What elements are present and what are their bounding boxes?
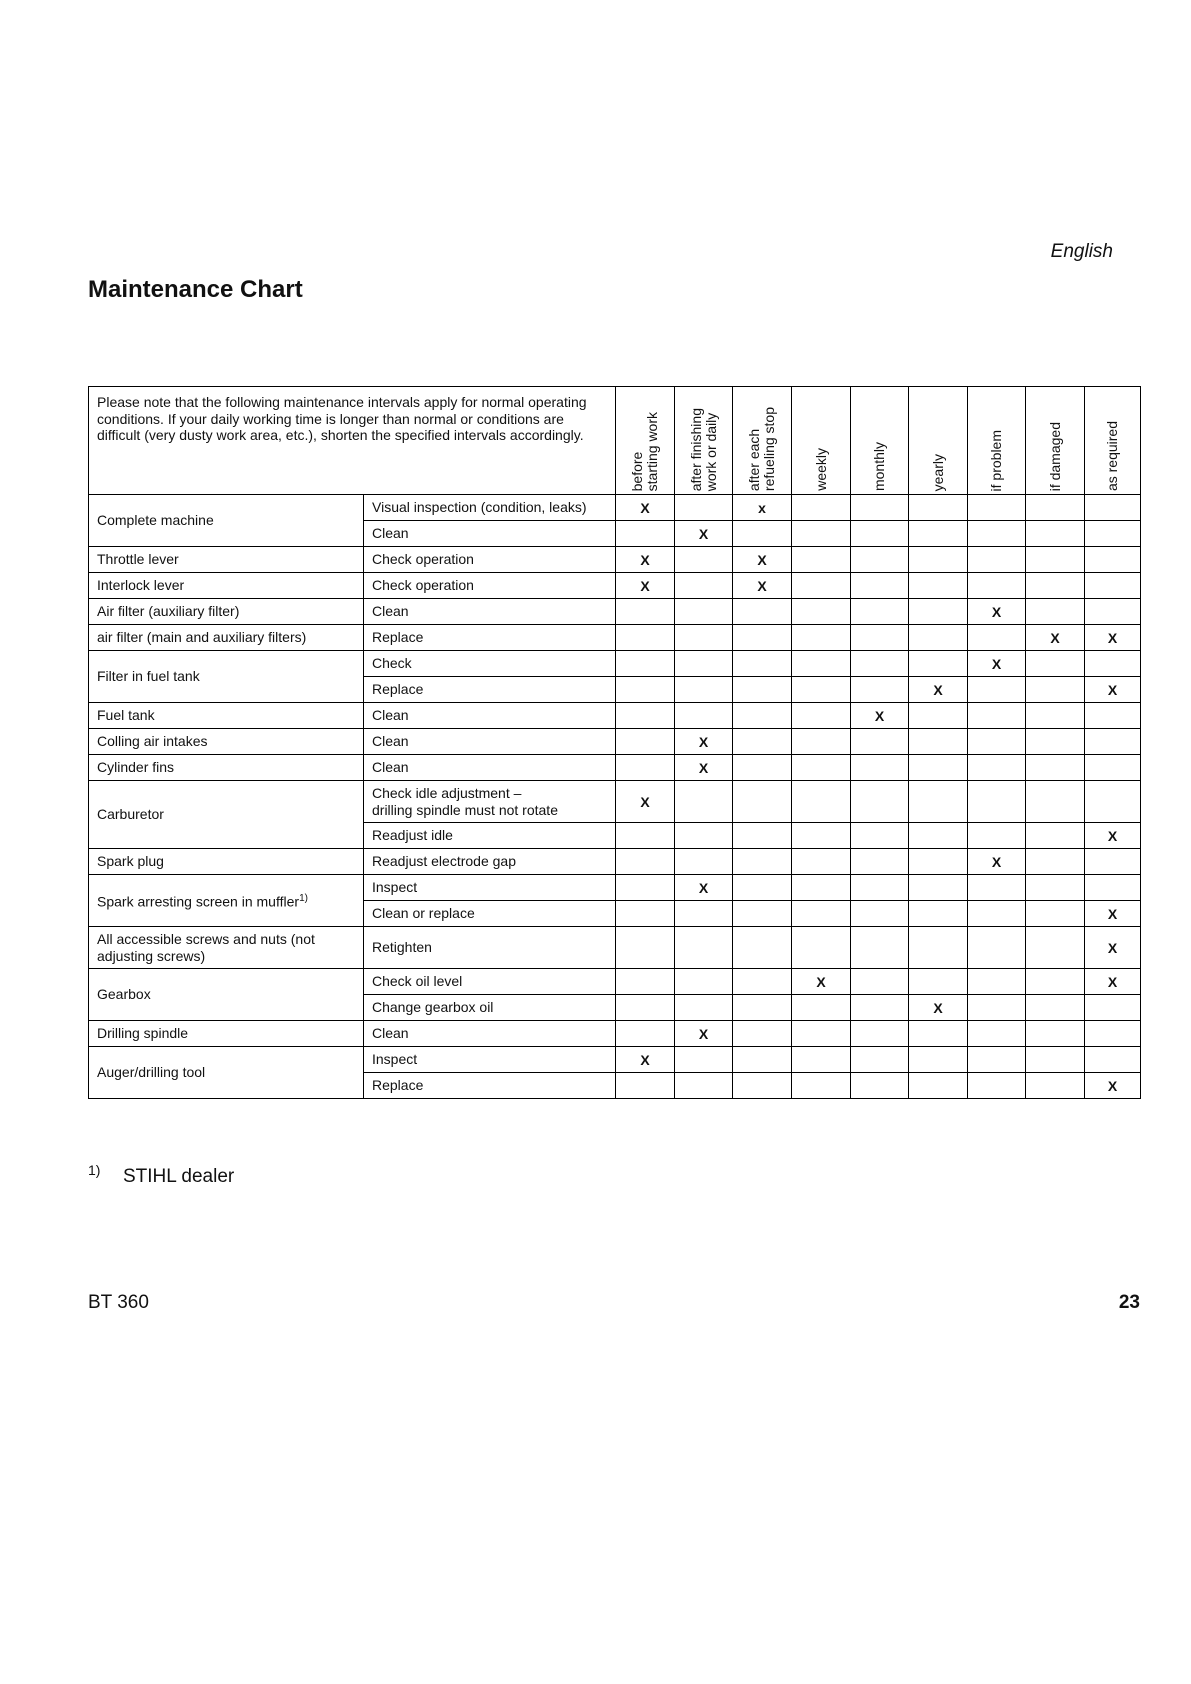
table-row [89, 875, 1141, 901]
interval-mark-cell [675, 823, 733, 849]
interval-header [909, 387, 968, 495]
table-row [89, 651, 1141, 677]
page-number: 23 [1118, 1292, 1140, 1313]
table-row [89, 781, 1141, 823]
table-row [89, 729, 1141, 755]
table-note: Please note that the following maintenance intervals apply for normal operating conditions. If your daily working time is longer than normal or conditions are difficult (very dusty work area, etc.), shorten the specified intervals accordingly. [89, 387, 616, 495]
interval-mark-cell: X [675, 1021, 733, 1047]
footnote-text: STIHL dealer [123, 1166, 235, 1187]
component-label: Spark arresting screen in muffler [97, 893, 300, 910]
interval-mark-cell [733, 703, 792, 729]
interval-mark-cell [909, 547, 968, 573]
task-cell: Readjust electrode gap [364, 849, 616, 875]
interval-mark-cell [851, 573, 909, 599]
table-row [89, 1021, 1141, 1047]
interval-mark-cell [909, 823, 968, 849]
language-label: English [1050, 241, 1113, 262]
component-label: Air filter (auxiliary filter) [97, 603, 240, 619]
interval-mark-cell [616, 849, 675, 875]
interval-mark-cell: X [1085, 625, 1141, 651]
interval-mark-cell [733, 1021, 792, 1047]
interval-mark-cell: X [851, 703, 909, 729]
interval-mark-cell [616, 651, 675, 677]
interval-mark-cell [792, 1073, 851, 1099]
interval-mark-cell [1026, 781, 1085, 823]
interval-mark-cell [616, 599, 675, 625]
interval-label: after each refueling stop [746, 406, 777, 491]
interval-mark-cell [968, 901, 1026, 927]
maintenance-table [88, 386, 1141, 1099]
interval-mark-cell [909, 927, 968, 969]
interval-mark-cell [792, 849, 851, 875]
interval-label: after finishing work or daily [687, 407, 719, 491]
interval-header [616, 387, 675, 495]
interval-mark-cell [792, 995, 851, 1021]
interval-mark-cell [968, 969, 1026, 995]
component-cell [89, 1021, 364, 1047]
interval-mark-cell [968, 755, 1026, 781]
component-label: Cylinder fins [97, 759, 175, 775]
interval-mark-cell [616, 729, 675, 755]
interval-mark-cell [675, 573, 733, 599]
task-cell: Check [364, 651, 616, 677]
interval-mark-cell [616, 969, 675, 995]
interval-mark-cell [1026, 495, 1085, 521]
interval-mark-cell [733, 1047, 792, 1073]
interval-mark-cell [1026, 927, 1085, 969]
table-body [89, 495, 1141, 1099]
interval-mark-cell [616, 1021, 675, 1047]
interval-mark-cell [675, 849, 733, 875]
interval-mark-cell: X [909, 677, 968, 703]
component-cell [89, 1047, 364, 1099]
interval-header [792, 387, 851, 495]
footer-model: BT 360 [88, 1292, 149, 1313]
table-row [89, 1047, 1141, 1073]
interval-mark-cell [675, 625, 733, 651]
interval-mark-cell: X [675, 755, 733, 781]
interval-mark-cell [968, 823, 1026, 849]
interval-mark-cell [1085, 599, 1141, 625]
interval-mark-cell [851, 969, 909, 995]
interval-label: before starting work [629, 411, 660, 491]
interval-mark-cell [733, 1073, 792, 1099]
interval-mark-cell [675, 495, 733, 521]
interval-mark-cell [968, 729, 1026, 755]
task-cell: Check oil level [364, 969, 616, 995]
table-row [89, 849, 1141, 875]
interval-mark-cell [792, 901, 851, 927]
interval-mark-cell [1085, 651, 1141, 677]
interval-mark-cell [851, 781, 909, 823]
interval-mark-cell: X [968, 849, 1026, 875]
component-cell [89, 729, 364, 755]
footnote-reference: 1) [299, 893, 308, 905]
interval-mark-cell [675, 901, 733, 927]
interval-mark-cell [909, 969, 968, 995]
interval-mark-cell [1085, 573, 1141, 599]
component-cell [89, 651, 364, 703]
task-cell: Check operation [364, 547, 616, 573]
interval-mark-cell [675, 1047, 733, 1073]
interval-header [1085, 387, 1141, 495]
interval-mark-cell [675, 547, 733, 573]
interval-mark-cell [616, 703, 675, 729]
component-label: Spark plug [97, 853, 164, 869]
interval-mark-cell [792, 729, 851, 755]
interval-mark-cell [968, 521, 1026, 547]
interval-mark-cell: X [616, 1047, 675, 1073]
component-cell [89, 703, 364, 729]
interval-mark-cell: X [1085, 969, 1141, 995]
interval-mark-cell [792, 703, 851, 729]
interval-mark-cell [1026, 729, 1085, 755]
interval-mark-cell [792, 755, 851, 781]
task-cell: Inspect [364, 1047, 616, 1073]
interval-mark-cell [1085, 849, 1141, 875]
interval-mark-cell [1085, 755, 1141, 781]
component-label: air filter (main and auxiliary filters) [97, 629, 307, 645]
interval-mark-cell [851, 1021, 909, 1047]
interval-mark-cell [851, 677, 909, 703]
interval-mark-cell [851, 823, 909, 849]
interval-mark-cell [968, 547, 1026, 573]
interval-mark-cell [675, 703, 733, 729]
table-row [89, 703, 1141, 729]
interval-mark-cell [909, 703, 968, 729]
component-cell [89, 969, 364, 1021]
interval-mark-cell [616, 995, 675, 1021]
interval-mark-cell: X [616, 781, 675, 823]
interval-mark-cell: X [733, 547, 792, 573]
component-label: Drilling spindle [97, 1025, 189, 1041]
interval-mark-cell [909, 781, 968, 823]
interval-mark-cell [1085, 781, 1141, 823]
interval-mark-cell: X [1085, 927, 1141, 969]
interval-mark-cell [733, 651, 792, 677]
task-cell: Clean [364, 521, 616, 547]
interval-mark-cell [851, 625, 909, 651]
interval-mark-cell [675, 969, 733, 995]
interval-mark-cell [851, 1073, 909, 1099]
interval-mark-cell [675, 677, 733, 703]
interval-mark-cell [616, 521, 675, 547]
interval-mark-cell [792, 547, 851, 573]
interval-mark-cell: X [968, 651, 1026, 677]
component-label: Filter in fuel tank [97, 668, 200, 684]
interval-mark-cell [616, 823, 675, 849]
interval-mark-cell [968, 1073, 1026, 1099]
interval-mark-cell [1026, 823, 1085, 849]
interval-mark-cell [851, 599, 909, 625]
interval-mark-cell [1085, 995, 1141, 1021]
interval-mark-cell [968, 995, 1026, 1021]
interval-mark-cell: x [733, 495, 792, 521]
component-cell [89, 625, 364, 651]
component-label: Interlock lever [97, 577, 185, 593]
interval-mark-cell [1026, 901, 1085, 927]
interval-mark-cell: X [1085, 823, 1141, 849]
interval-mark-cell: X [1085, 1073, 1141, 1099]
task-cell: Replace [364, 677, 616, 703]
interval-mark-cell [1026, 677, 1085, 703]
component-cell [89, 573, 364, 599]
interval-mark-cell [616, 755, 675, 781]
interval-mark-cell [792, 875, 851, 901]
interval-mark-cell [1085, 703, 1141, 729]
interval-mark-cell [968, 781, 1026, 823]
interval-mark-cell [792, 521, 851, 547]
interval-mark-cell [733, 823, 792, 849]
interval-mark-cell [1026, 875, 1085, 901]
interval-mark-cell [909, 1021, 968, 1047]
interval-mark-cell [616, 625, 675, 651]
interval-mark-cell [792, 1047, 851, 1073]
table-row [89, 495, 1141, 521]
task-cell: Check idle adjustment – drilling spindle must not rotate [364, 781, 616, 823]
interval-mark-cell [968, 1021, 1026, 1047]
task-cell: Retighten [364, 927, 616, 969]
interval-mark-cell [733, 875, 792, 901]
interval-mark-cell: X [675, 521, 733, 547]
interval-mark-cell: X [1026, 625, 1085, 651]
component-cell [89, 781, 364, 849]
component-label: Gearbox [97, 986, 151, 1002]
task-cell: Change gearbox oil [364, 995, 616, 1021]
interval-mark-cell [1085, 1021, 1141, 1047]
interval-mark-cell [968, 625, 1026, 651]
interval-mark-cell: X [675, 729, 733, 755]
interval-mark-cell: X [792, 969, 851, 995]
interval-mark-cell [1026, 547, 1085, 573]
interval-header [675, 387, 733, 495]
interval-mark-cell [1026, 995, 1085, 1021]
interval-header [851, 387, 909, 495]
interval-mark-cell [851, 729, 909, 755]
interval-mark-cell [1026, 755, 1085, 781]
interval-mark-cell: X [675, 875, 733, 901]
component-cell [89, 547, 364, 573]
interval-mark-cell [675, 927, 733, 969]
task-cell: Replace [364, 625, 616, 651]
component-cell [89, 599, 364, 625]
interval-mark-cell [675, 651, 733, 677]
interval-mark-cell: X [616, 495, 675, 521]
interval-mark-cell [851, 1047, 909, 1073]
component-cell [89, 495, 364, 547]
interval-mark-cell [909, 901, 968, 927]
interval-mark-cell [851, 755, 909, 781]
interval-mark-cell [968, 573, 1026, 599]
interval-mark-cell [675, 781, 733, 823]
task-cell: Replace [364, 1073, 616, 1099]
interval-mark-cell [851, 521, 909, 547]
interval-mark-cell [616, 1073, 675, 1099]
interval-mark-cell [792, 677, 851, 703]
interval-mark-cell [909, 521, 968, 547]
component-label: Auger/drilling tool [97, 1064, 206, 1080]
task-cell: Clean or replace [364, 901, 616, 927]
interval-mark-cell [909, 1073, 968, 1099]
interval-mark-cell [733, 927, 792, 969]
interval-mark-cell [792, 625, 851, 651]
interval-mark-cell [1026, 1073, 1085, 1099]
interval-mark-cell [968, 495, 1026, 521]
interval-mark-cell [851, 849, 909, 875]
task-cell: Clean [364, 755, 616, 781]
component-label: Complete machine [97, 512, 214, 528]
interval-mark-cell [675, 1073, 733, 1099]
interval-mark-cell [1026, 1047, 1085, 1073]
component-cell [89, 755, 364, 781]
interval-mark-cell [733, 901, 792, 927]
interval-mark-cell [733, 521, 792, 547]
interval-mark-cell [733, 995, 792, 1021]
interval-label: yearly [929, 453, 946, 491]
interval-mark-cell: X [616, 573, 675, 599]
interval-mark-cell [733, 729, 792, 755]
interval-header [1026, 387, 1085, 495]
task-cell: Clean [364, 729, 616, 755]
table-header-row [89, 387, 1141, 495]
interval-mark-cell: X [968, 599, 1026, 625]
interval-mark-cell [616, 901, 675, 927]
table-row [89, 969, 1141, 995]
interval-mark-cell [909, 875, 968, 901]
component-label: All accessible screws and nuts (not adjusting screws) [97, 930, 315, 964]
interval-mark-cell [1085, 547, 1141, 573]
component-label: Fuel tank [97, 707, 155, 723]
interval-mark-cell [909, 599, 968, 625]
table-row [89, 573, 1141, 599]
component-cell [89, 849, 364, 875]
interval-mark-cell [1026, 1021, 1085, 1047]
task-cell: Clean [364, 1021, 616, 1047]
interval-label: weekly [812, 448, 829, 491]
component-label: Throttle lever [97, 551, 179, 567]
interval-label: monthly [871, 441, 887, 491]
interval-mark-cell [909, 849, 968, 875]
interval-mark-cell [909, 651, 968, 677]
page-title: Maintenance Chart [88, 276, 303, 303]
interval-mark-cell [1085, 1047, 1141, 1073]
interval-mark-cell [733, 781, 792, 823]
interval-mark-cell [1026, 573, 1085, 599]
task-cell: Clean [364, 599, 616, 625]
interval-mark-cell [1026, 599, 1085, 625]
interval-mark-cell [733, 849, 792, 875]
interval-mark-cell [616, 677, 675, 703]
interval-mark-cell [968, 1047, 1026, 1073]
interval-mark-cell [792, 927, 851, 969]
component-label: Carburetor [97, 806, 164, 822]
interval-mark-cell [792, 495, 851, 521]
interval-mark-cell [968, 677, 1026, 703]
interval-mark-cell [733, 755, 792, 781]
interval-mark-cell [733, 677, 792, 703]
interval-mark-cell [1085, 521, 1141, 547]
interval-label: as required [1104, 420, 1120, 491]
interval-header [733, 387, 792, 495]
interval-mark-cell [733, 625, 792, 651]
interval-mark-cell [968, 703, 1026, 729]
interval-mark-cell [1026, 651, 1085, 677]
component-cell [89, 875, 364, 927]
footnote-marker: 1) [88, 1162, 101, 1178]
interval-mark-cell [851, 495, 909, 521]
interval-mark-cell [1026, 703, 1085, 729]
interval-mark-cell [675, 995, 733, 1021]
interval-mark-cell [1085, 729, 1141, 755]
interval-mark-cell [851, 995, 909, 1021]
interval-mark-cell [1085, 875, 1141, 901]
interval-mark-cell [851, 651, 909, 677]
interval-mark-cell [733, 969, 792, 995]
interval-mark-cell [1026, 849, 1085, 875]
interval-mark-cell [851, 547, 909, 573]
interval-mark-cell [851, 901, 909, 927]
interval-mark-cell [909, 755, 968, 781]
task-cell: Clean [364, 703, 616, 729]
component-label: Colling air intakes [97, 733, 208, 749]
interval-mark-cell [792, 781, 851, 823]
interval-mark-cell [792, 823, 851, 849]
interval-mark-cell [909, 1047, 968, 1073]
interval-mark-cell [616, 875, 675, 901]
interval-header [968, 387, 1026, 495]
interval-mark-cell [909, 625, 968, 651]
interval-label: if damaged [1046, 421, 1063, 491]
interval-mark-cell [675, 599, 733, 625]
task-cell: Inspect [364, 875, 616, 901]
interval-mark-cell [909, 729, 968, 755]
interval-mark-cell [792, 651, 851, 677]
interval-mark-cell [1026, 521, 1085, 547]
task-cell: Visual inspection (condition, leaks) [364, 495, 616, 521]
table-row [89, 599, 1141, 625]
interval-mark-cell [1085, 495, 1141, 521]
interval-mark-cell [851, 927, 909, 969]
interval-mark-cell [733, 599, 792, 625]
interval-mark-cell: X [1085, 901, 1141, 927]
table-row [89, 927, 1141, 969]
table-row [89, 755, 1141, 781]
interval-mark-cell [792, 1021, 851, 1047]
interval-mark-cell [968, 875, 1026, 901]
interval-mark-cell [1026, 969, 1085, 995]
component-cell [89, 927, 364, 969]
table-row [89, 547, 1141, 573]
interval-mark-cell [968, 927, 1026, 969]
interval-mark-cell: X [909, 995, 968, 1021]
interval-mark-cell: X [616, 547, 675, 573]
interval-mark-cell: X [733, 573, 792, 599]
table-row [89, 625, 1141, 651]
task-cell: Check operation [364, 573, 616, 599]
interval-mark-cell [616, 927, 675, 969]
interval-mark-cell: X [1085, 677, 1141, 703]
task-cell: Readjust idle [364, 823, 616, 849]
interval-mark-cell [792, 599, 851, 625]
interval-mark-cell [909, 573, 968, 599]
interval-mark-cell [909, 495, 968, 521]
interval-mark-cell [792, 573, 851, 599]
interval-label: if problem [988, 429, 1004, 491]
interval-mark-cell [851, 875, 909, 901]
